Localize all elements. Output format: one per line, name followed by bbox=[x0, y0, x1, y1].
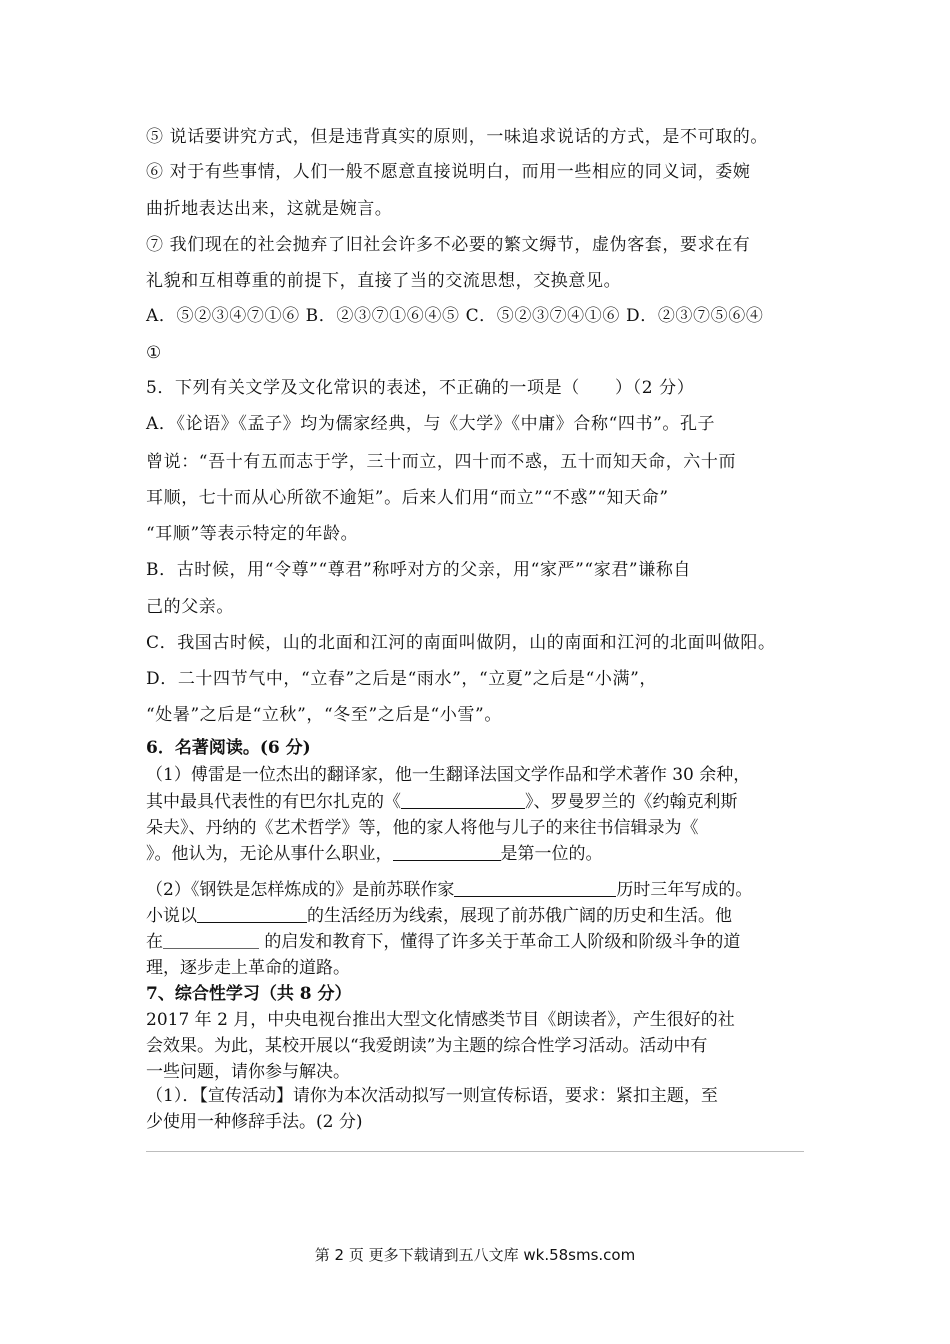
q6-part2-text: 的生活经历为线索，展现了前苏俄广阔的历史和生活。他 bbox=[307, 906, 732, 926]
answer-blank[interactable] bbox=[163, 932, 259, 949]
sentence-7-line-1: ⑦ 我们现在的社会抛弃了旧社会许多不必要的繁文缛节，虚伪客套，要求在有 bbox=[146, 235, 751, 255]
q6-part1-text: 其中最具代表性的有巴尔扎克的《 bbox=[146, 792, 401, 812]
q6-part2-line-4: 理，逐步走上革命的道路。 bbox=[146, 958, 350, 978]
q6-part1-text: 》、罗曼罗兰的《约翰克利斯 bbox=[525, 792, 738, 812]
q5-option-a-line-2: 曾说：“吾十有五而志于学，三十而立，四十而不惑，五十而知天命，六十而 bbox=[146, 452, 737, 472]
q6-part2-line-3 bbox=[146, 931, 740, 953]
answer-blank[interactable] bbox=[454, 880, 616, 897]
q6-part2-line-1 bbox=[146, 879, 752, 901]
q5-option-a-line-1: A．《论语》《孟子》均为儒家经典，与《大学》《中庸》合称“四书”。孔子 bbox=[146, 414, 716, 434]
q6-part1-line-3: 朵夫》、丹纳的《艺术哲学》等，他的家人将他与儿子的来往书信辑录为《 bbox=[146, 818, 699, 838]
page-footer: 第 2 页 更多下载请到五八文库 wk.58sms.com bbox=[314, 1246, 636, 1264]
q5-option-b-line-1: B．古时候，用“令尊”“尊君”称呼对方的父亲，用“家严”“家君”谦称自 bbox=[146, 560, 692, 580]
q4-options-line-2: ① bbox=[146, 343, 162, 363]
q5-option-c: C．我国古时候，山的北面和江河的南面叫做阴，山的南面和江河的北面叫做阳。 bbox=[146, 633, 776, 653]
q7-sub1-line-2: 少使用一种修辞手法。(2 分) bbox=[146, 1112, 363, 1132]
q5-option-a-line-4: “耳顺”等表示特定的年龄。 bbox=[146, 524, 359, 544]
q6-part2-line-2 bbox=[146, 905, 732, 927]
q6-title: 6．名著阅读。(6 分) bbox=[146, 738, 311, 758]
q4-options-line-1: A．⑤②③④⑦①⑥ B．②③⑦①⑥④⑤ C．⑤②③⑦④①⑥ D．②③⑦⑤⑥④ bbox=[146, 306, 764, 326]
answer-line[interactable] bbox=[146, 1151, 804, 1152]
q6-part2-text: 小说以 bbox=[146, 906, 197, 926]
q6-part2-text: 在 bbox=[146, 932, 163, 952]
sentence-6-line-1: ⑥ 对于有些事情，人们一般不愿意直接说明白，而用一些相应的同义词，委婉 bbox=[146, 162, 751, 182]
q6-part1-line-2 bbox=[146, 791, 738, 813]
q5-option-a-line-3: 耳顺，七十而从心所欲不逾矩”。后来人们用“而立”“不惑”“知天命” bbox=[146, 488, 669, 508]
answer-blank[interactable] bbox=[401, 792, 525, 809]
sentence-5: ⑤ 说话要讲究方式，但是违背真实的原则，一味追求说话的方式，是不可取的。 bbox=[146, 127, 769, 147]
q7-intro-line-3: 一些问题，请你参与解决。 bbox=[146, 1062, 350, 1082]
q6-part1-text: 》。他认为，无论从事什么职业， bbox=[146, 844, 393, 864]
q5-option-b-line-2: 己的父亲。 bbox=[146, 597, 234, 617]
q5-stem: 5．下列有关文学及文化常识的表述，不正确的一项是（ ）（2 分） bbox=[146, 378, 695, 398]
q6-part1-line-1: （1）傅雷是一位杰出的翻译家，他一生翻译法国文学作品和学术著作 30 余种， bbox=[146, 765, 751, 785]
q5-option-d-line-2: “处暑”之后是“立秋”，“冬至”之后是“小雪”。 bbox=[146, 705, 502, 725]
q7-intro-line-2: 会效果。为此，某校开展以“我爱朗读”为主题的综合性学习活动。活动中有 bbox=[146, 1036, 708, 1056]
q7-intro-line-1: 2017 年 2 月，中央电视台推出大型文化情感类节目《朗读者》，产生很好的社 bbox=[146, 1010, 735, 1030]
q6-part1-text: 是第一位的。 bbox=[500, 844, 603, 864]
answer-blank[interactable] bbox=[197, 906, 307, 923]
q6-part2-text: 的启发和教育下，懂得了许多关于革命工人阶级和阶级斗争的道 bbox=[259, 932, 741, 952]
answer-blank[interactable] bbox=[393, 844, 501, 861]
q6-part2-text: 历时三年写成的。 bbox=[616, 880, 753, 900]
sentence-6-line-2: 曲折地表达出来，这就是婉言。 bbox=[146, 199, 393, 219]
sentence-7-line-2: 礼貌和互相尊重的前提下，直接了当的交流思想，交换意见。 bbox=[146, 271, 622, 291]
q7-title: 7、综合性学习（共 8 分） bbox=[146, 984, 352, 1004]
q5-option-d-line-1: D．二十四节气中，“立春”之后是“雨水”，“立夏”之后是“小满”， bbox=[146, 669, 657, 689]
q6-part1-line-4 bbox=[146, 843, 603, 865]
q6-part2-text: （2）《钢铁是怎样炼成的》是前苏联作家 bbox=[146, 880, 455, 900]
q7-sub1-line-1: （1）．【宣传活动】请你为本次活动拟写一则宣传标语，要求：紧扣主题，至 bbox=[146, 1086, 718, 1106]
